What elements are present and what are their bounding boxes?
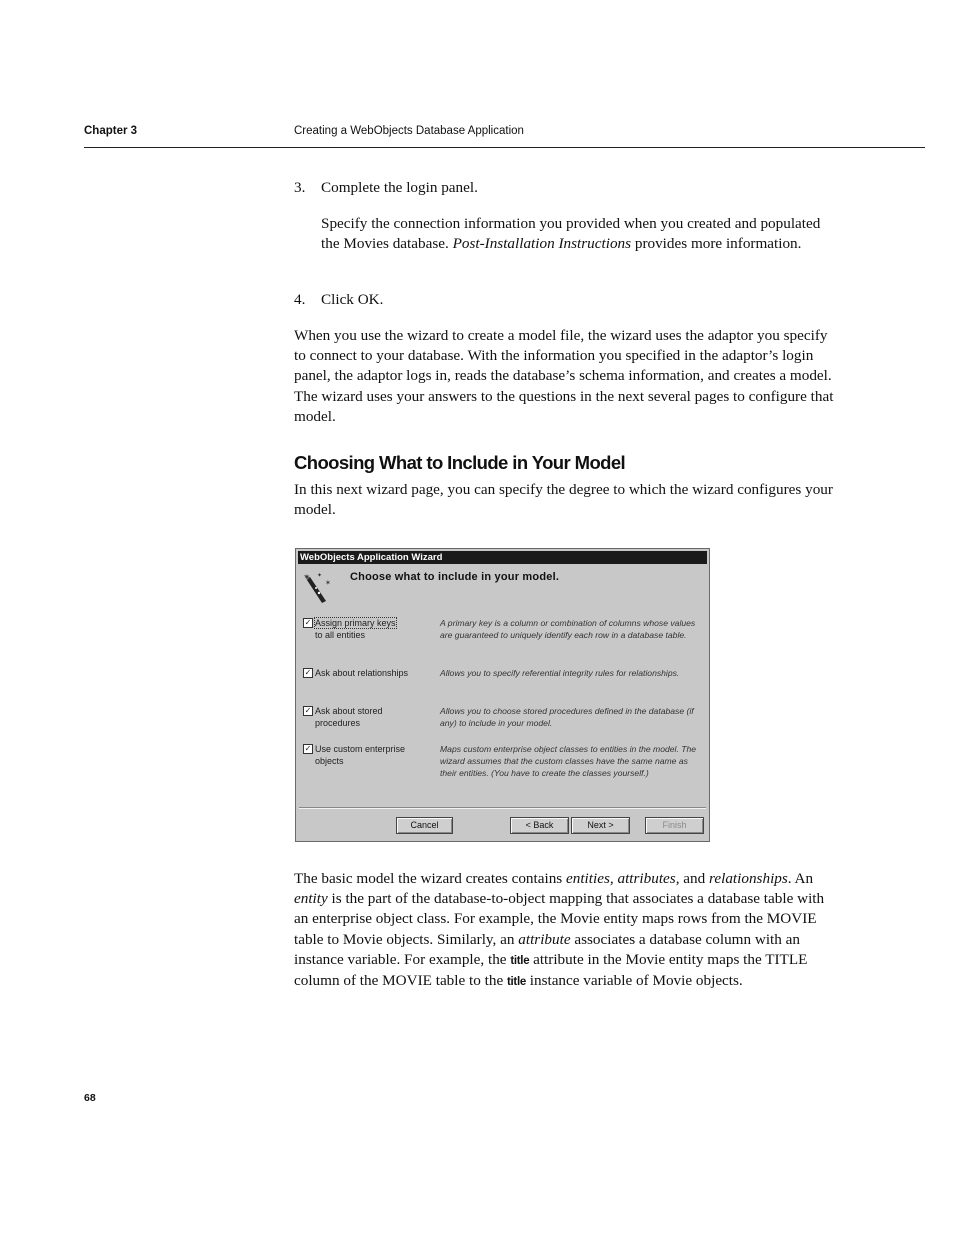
header-rule <box>84 147 925 148</box>
term-relationships: relationships <box>709 870 788 887</box>
option-description: A primary key is a column or combination of columns whose values are guaranteed to uniquely identify each row in a database table. <box>440 618 696 640</box>
step-3-detail <box>321 214 831 254</box>
section-heading: Choosing What to Include in Your Model <box>294 452 626 473</box>
checkbox-assign-primary-keys[interactable]: ✓ <box>304 618 312 627</box>
dialog-heading: Choose what to include in your model. <box>350 571 560 583</box>
wizard-dialog <box>295 548 710 842</box>
code-title-variable: title <box>507 976 526 989</box>
term-entities: entities <box>566 870 610 887</box>
step-number: 4. <box>294 291 306 308</box>
page-number: 68 <box>84 1092 96 1104</box>
cancel-button[interactable]: Cancel <box>396 817 453 834</box>
option-description: Allows you to choose stored procedures defined in the database (if any) to include in your model. <box>440 706 694 728</box>
running-header-title: Creating a WebObjects Database Application <box>294 125 524 137</box>
back-button[interactable]: < Back <box>510 817 569 834</box>
document-title-reference: Post-Installation Instructions <box>452 235 632 253</box>
magic-wand-icon <box>302 571 332 605</box>
body-paragraph-2: In this next wizard page, you can specify the degree to which the wizard configures your model. <box>294 481 833 519</box>
option-label: Ask about relationships <box>315 668 409 678</box>
option-description: Allows you to specify referential integrity rules for relationships. <box>440 668 680 678</box>
option-label: Ask about stored procedures <box>315 706 383 728</box>
checkbox-ask-about-stored-procedures[interactable]: ✓ <box>304 706 312 715</box>
checkbox-use-custom-enterprise-objects[interactable]: ✓ <box>304 744 312 753</box>
step-text: Complete the login panel. <box>321 179 478 196</box>
option-label: Assign primary keys to all entities <box>315 618 396 640</box>
finish-button[interactable]: Finish <box>645 817 704 834</box>
next-button[interactable]: Next > <box>571 817 630 834</box>
option-description: Maps custom enterprise object classes to entities in the model. The wizard assumes that the custom classes have the same name as their entities. (You have to create the classes yourself.) <box>440 744 697 778</box>
step-3-detail-paragraph: Specify the connection information you provided when you created and populated the Movies database. Post-Installation Instructions provides more information. <box>321 215 821 253</box>
body-paragraph-1: When you use the wizard to create a model file, the wizard uses the adaptor you specify to connect to your database. With the information you specified in the adaptor’s login panel, the adaptor logs in, reads the database’s schema information, and creates a model. The wizard uses your answers to the questions in the next several pages to configure that model. <box>294 327 834 425</box>
step-number: 3. <box>294 179 306 196</box>
option-label: Use custom enterprise objects <box>315 744 406 766</box>
dialog-title-bar: WebObjects Application Wizard <box>298 551 707 564</box>
term-entity: entity <box>294 890 328 908</box>
svg-text:✶: ✶ <box>304 574 310 581</box>
svg-text:✦: ✦ <box>317 573 323 579</box>
dialog-separator <box>299 807 706 809</box>
term-attribute: attribute <box>518 930 571 948</box>
code-title-attribute: title <box>510 954 530 967</box>
term-attributes: attributes <box>617 870 676 887</box>
checkbox-ask-about-relationships[interactable]: ✓ <box>304 668 312 677</box>
svg-text:✶: ✶ <box>325 580 331 587</box>
body-paragraph-3: The basic model the wizard creates contains entities, attributes, and relationships. An entity is the part of the database-to-object mapping that associates a database table with an enterprise object class. For example, the Movie entity maps rows from the MOVIE table to Movie objects. Similarly, an attribute associates a database column with an instance variable. For example, the title attribute in the Movie entity maps the TITLE column of the MOVIE table to the title instance variable of Movie objects. <box>294 870 825 990</box>
step-text: Click OK. <box>321 291 384 308</box>
running-header-chapter: Chapter 3 <box>84 125 138 137</box>
